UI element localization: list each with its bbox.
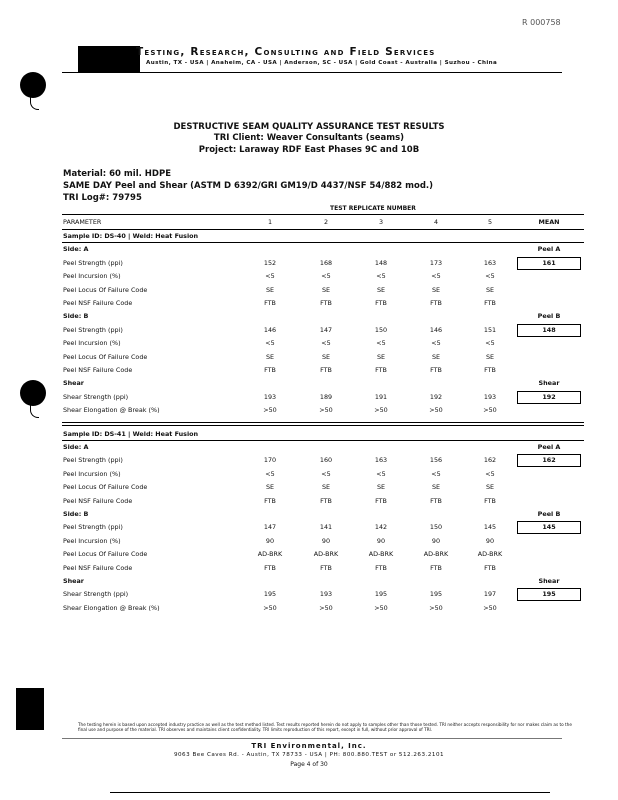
replicate-5-value: FTB	[484, 563, 496, 572]
col-header-parameter: PARAMETER	[63, 218, 102, 226]
section-heading: Side: A	[63, 245, 89, 254]
replicate-4-value: FTB	[430, 366, 442, 374]
footer-address: 9063 Bee Caves Rd. - Austin, TX 78733 - USA | PH: 800.880.TEST or 512.263.2101	[173, 752, 445, 758]
replicate-5-value: FTB	[484, 299, 496, 307]
footer-disclaimer: The testing herein is based upon accepted industry practice as well as the test method listed. Test results reported herein do not apply to samples other than those tested. TRI neither accepts responsibility for nor makes claim as to the final use and purpose of the material. TRI observes and maintains client confidentiality. TRI limits reproduction of this report, except in full, without prior approval of TRI.	[78, 722, 572, 732]
replicate-2-value: FTB	[320, 563, 332, 572]
section-rule	[62, 422, 584, 423]
replicate-1-value: 170	[263, 456, 277, 465]
parameter-label: Peel NSF Failure Code	[63, 366, 133, 374]
replicate-4-value: 173	[429, 258, 443, 267]
replicate-4-value: SE	[431, 352, 441, 361]
replicate-3-value: FTB	[375, 299, 387, 307]
replicate-4-value: 90	[431, 536, 441, 545]
replicate-5-value: SE	[485, 285, 495, 294]
replicate-2-value: <5	[321, 272, 331, 281]
data-row-shear-elongation-break	[62, 604, 584, 615]
section-heading: Shear	[63, 379, 84, 388]
replicate-5-value: 163	[483, 258, 497, 267]
replicate-5-value: 151	[483, 325, 497, 334]
replicate-5-value: 90	[485, 536, 495, 545]
sample-title-rule	[62, 440, 584, 441]
replicate-3-value: 150	[374, 325, 388, 334]
replicate-4-value: >50	[429, 603, 443, 612]
footer-rule	[62, 738, 562, 739]
replicate-4-value: SE	[431, 483, 441, 492]
mean-value-box: 192	[517, 391, 581, 404]
mean-heading: Shear	[538, 577, 560, 585]
replicate-5-value: SE	[485, 352, 495, 361]
replicate-3-value: 195	[374, 590, 388, 599]
parameter-label: Peel Incursion (%)	[63, 469, 121, 478]
report-title: DESTRUCTIVE SEAM QUALITY ASSURANCE TEST RESULTS	[173, 122, 445, 132]
replicate-1-value: SE	[265, 285, 275, 294]
data-row-peel-locus-of-failure-code	[62, 353, 584, 364]
parameter-label: Peel NSF Failure Code	[63, 496, 133, 505]
replicate-4-value: <5	[431, 339, 441, 348]
punch-hole-mark-top	[30, 95, 39, 110]
parameter-label: Peel Locus Of Failure Code	[63, 352, 148, 361]
replicate-2-value: 193	[319, 590, 333, 599]
parameter-label: Shear Elongation @ Break (%)	[63, 603, 160, 612]
replicate-1-value: <5	[265, 339, 275, 348]
data-row-peel-strength-ppi	[62, 259, 584, 270]
mean-value-box: 161	[517, 257, 581, 270]
replicate-4-value: 156	[429, 456, 443, 465]
replicate-2-value: >50	[319, 603, 333, 612]
replicate-4-value: 150	[429, 523, 443, 532]
col-header-3: 3	[378, 218, 384, 226]
replicate-3-value: FTB	[375, 496, 387, 505]
replicate-5-value: 145	[483, 523, 497, 532]
replicate-3-value: FTB	[375, 563, 387, 572]
replicate-1-value: 152	[263, 258, 277, 267]
footer-page-number: Page 4 of 30	[290, 761, 328, 768]
replicate-2-value: FTB	[320, 496, 332, 505]
table-rule	[62, 214, 584, 215]
parameter-label: Peel NSF Failure Code	[63, 563, 133, 572]
replicate-4-value: 192	[429, 392, 443, 401]
data-row-peel-strength-ppi	[62, 456, 584, 467]
parameter-label: Peel Incursion (%)	[63, 272, 121, 281]
replicate-4-value: <5	[431, 272, 441, 281]
mean-heading: Peel B	[537, 510, 561, 518]
parameter-label: Shear Strength (ppi)	[63, 392, 129, 401]
replicate-1-value: FTB	[264, 366, 276, 374]
data-row-peel-nsf-failure-code	[62, 299, 584, 310]
replicate-3-value: SE	[376, 352, 386, 361]
parameter-label: Peel Locus Of Failure Code	[63, 550, 148, 559]
test-replicate-label: TEST REPLICATE NUMBER	[330, 205, 416, 212]
replicate-2-value: FTB	[320, 299, 332, 307]
replicate-1-value: 147	[263, 523, 277, 532]
bates-number: R 000758	[522, 18, 561, 27]
section-heading: Side: A	[63, 443, 89, 451]
replicate-1-value: FTB	[264, 299, 276, 307]
data-row-peel-incursion	[62, 537, 584, 548]
tri-log-line: TRI Log#: 79795	[63, 193, 142, 203]
replicate-2-value: 147	[319, 325, 333, 334]
replicate-3-value: SE	[376, 483, 386, 492]
replicate-4-value: <5	[431, 469, 441, 478]
replicate-3-value: SE	[376, 285, 386, 294]
parameter-label: Peel Incursion (%)	[63, 339, 121, 348]
section-heading-row	[62, 245, 584, 256]
replicate-1-value: 90	[265, 536, 275, 545]
section-heading: Shear	[63, 577, 84, 585]
column-header-row	[62, 218, 584, 229]
replicate-4-value: AD-BRK	[423, 550, 449, 559]
replicate-2-value: 141	[319, 523, 333, 532]
material-line: Material: 60 mil. HDPE	[63, 169, 172, 179]
col-header-1: 1	[267, 218, 273, 226]
data-row-peel-strength-ppi	[62, 326, 584, 337]
replicate-3-value: 90	[376, 536, 386, 545]
mean-value-box: 162	[517, 454, 581, 467]
replicate-4-value: 146	[429, 325, 443, 334]
replicate-5-value: <5	[485, 339, 495, 348]
replicate-2-value: AD-BRK	[313, 550, 339, 559]
data-row-peel-strength-ppi	[62, 523, 584, 534]
replicate-2-value: 189	[319, 392, 333, 401]
replicate-5-value: <5	[485, 469, 495, 478]
punch-hole-mark-middle	[30, 403, 39, 418]
parameter-label: Shear Strength (ppi)	[63, 590, 129, 599]
sample-title-rule	[62, 242, 584, 243]
replicate-3-value: 191	[374, 392, 388, 401]
parameter-label: Peel Strength (ppi)	[63, 523, 123, 532]
section-heading-row	[62, 510, 584, 521]
replicate-3-value: <5	[376, 339, 386, 348]
replicate-1-value: 146	[263, 325, 277, 334]
replicate-2-value: 90	[321, 536, 331, 545]
replicate-3-value: 148	[374, 258, 388, 267]
col-header-4: 4	[433, 218, 439, 226]
replicate-4-value: FTB	[430, 299, 442, 307]
replicate-1-value: <5	[265, 469, 275, 478]
data-row-peel-incursion	[62, 339, 584, 350]
data-row-peel-nsf-failure-code	[62, 366, 584, 377]
section-heading-row	[62, 577, 584, 588]
data-row-peel-incursion	[62, 272, 584, 283]
replicate-3-value: 163	[374, 456, 388, 465]
mean-heading: Peel A	[537, 245, 561, 254]
replicate-1-value: >50	[263, 603, 277, 612]
section-heading-row	[62, 443, 584, 454]
replicate-4-value: FTB	[430, 496, 442, 505]
footer-company: TRI Environmental, Inc.	[251, 742, 367, 750]
replicate-1-value: 193	[263, 392, 277, 401]
replicate-5-value: 162	[483, 456, 497, 465]
replicate-2-value: FTB	[320, 366, 332, 374]
results-table	[62, 214, 584, 634]
replicate-2-value: 160	[319, 456, 333, 465]
parameter-label: Peel Incursion (%)	[63, 536, 121, 545]
replicate-5-value: >50	[483, 603, 497, 612]
mean-value-box: 195	[517, 588, 581, 601]
mean-value-box: 148	[517, 324, 581, 337]
replicate-3-value: <5	[376, 272, 386, 281]
mean-value-box: 145	[517, 521, 581, 534]
data-row-shear-elongation-break	[62, 406, 584, 417]
replicate-1-value: 195	[263, 590, 277, 599]
replicate-2-value: SE	[321, 352, 331, 361]
data-row-shear-strength-ppi	[62, 393, 584, 404]
bottom-edge-line	[110, 792, 550, 793]
col-header-5: 5	[487, 218, 493, 226]
section-heading-row	[62, 379, 584, 390]
mean-heading: Peel B	[537, 312, 561, 321]
letterhead-locations: Austin, TX - USA | Anaheim, CA - USA | Anderson, SC - USA | Gold Coast - Australia | Suzhou - China	[146, 60, 498, 66]
replicate-3-value: <5	[376, 469, 386, 478]
parameter-label: Peel Locus Of Failure Code	[63, 483, 148, 492]
section-rule	[62, 425, 584, 426]
replicate-1-value: >50	[263, 406, 277, 415]
replicate-1-value: AD-BRK	[257, 550, 283, 559]
replicate-1-value: SE	[265, 483, 275, 492]
data-row-peel-nsf-failure-code	[62, 497, 584, 508]
replicate-5-value: SE	[485, 483, 495, 492]
report-client: TRI Client: Weaver Consultants (seams)	[213, 133, 405, 143]
scan-edge-mark	[16, 688, 44, 730]
data-row-peel-locus-of-failure-code	[62, 286, 584, 297]
replicate-1-value: FTB	[264, 496, 276, 505]
col-header-mean: MEAN	[538, 218, 560, 226]
sample-title: Sample ID: DS-40 | Weld: Heat Fusion	[63, 232, 199, 240]
replicate-4-value: >50	[429, 406, 443, 415]
replicate-5-value: 193	[483, 392, 497, 401]
method-line: SAME DAY Peel and Shear (ASTM D 6392/GRI GM19/D 4437/NSF 54/882 mod.)	[63, 181, 434, 191]
data-row-peel-nsf-failure-code	[62, 564, 584, 575]
replicate-3-value: AD-BRK	[368, 550, 394, 559]
parameter-label: Peel NSF Failure Code	[63, 299, 133, 307]
parameter-label: Peel Strength (ppi)	[63, 325, 123, 334]
letterhead-divider	[62, 72, 562, 73]
replicate-1-value: SE	[265, 352, 275, 361]
data-row-peel-locus-of-failure-code	[62, 550, 584, 561]
mean-heading: Peel A	[537, 443, 561, 451]
section-heading-row	[62, 312, 584, 323]
letterhead-company: Testing, Research, Consulting and Field Services	[136, 46, 436, 58]
replicate-2-value: SE	[321, 285, 331, 294]
replicate-1-value: FTB	[264, 563, 276, 572]
replicate-2-value: >50	[319, 406, 333, 415]
replicate-2-value: 168	[319, 258, 333, 267]
mean-heading: Shear	[538, 379, 560, 388]
sample-title: Sample ID: DS-41 | Weld: Heat Fusion	[63, 429, 199, 438]
replicate-2-value: SE	[321, 483, 331, 492]
replicate-3-value: 142	[374, 523, 388, 532]
replicate-2-value: <5	[321, 469, 331, 478]
replicate-4-value: FTB	[430, 563, 442, 572]
replicate-5-value: FTB	[484, 496, 496, 505]
data-row-shear-strength-ppi	[62, 590, 584, 601]
replicate-3-value: FTB	[375, 366, 387, 374]
replicate-5-value: FTB	[484, 366, 496, 374]
parameter-label: Peel Strength (ppi)	[63, 456, 123, 465]
company-logo	[78, 46, 140, 72]
report-project: Project: Laraway RDF East Phases 9C and 10B	[198, 145, 420, 155]
col-header-2: 2	[323, 218, 329, 226]
replicate-1-value: <5	[265, 272, 275, 281]
replicate-5-value: AD-BRK	[477, 550, 503, 559]
parameter-label: Peel Strength (ppi)	[63, 258, 123, 267]
data-row-peel-incursion	[62, 470, 584, 481]
table-rule	[62, 229, 584, 230]
replicate-5-value: >50	[483, 406, 497, 415]
replicate-5-value: 197	[483, 590, 497, 599]
replicate-4-value: 195	[429, 590, 443, 599]
section-heading: Side: B	[63, 510, 89, 518]
data-row-peel-locus-of-failure-code	[62, 483, 584, 494]
replicate-3-value: >50	[374, 603, 388, 612]
replicate-5-value: <5	[485, 272, 495, 281]
replicate-4-value: SE	[431, 285, 441, 294]
parameter-label: Shear Elongation @ Break (%)	[63, 406, 160, 415]
parameter-label: Peel Locus Of Failure Code	[63, 285, 148, 294]
replicate-3-value: >50	[374, 406, 388, 415]
replicate-2-value: <5	[321, 339, 331, 348]
section-heading: Side: B	[63, 312, 89, 321]
